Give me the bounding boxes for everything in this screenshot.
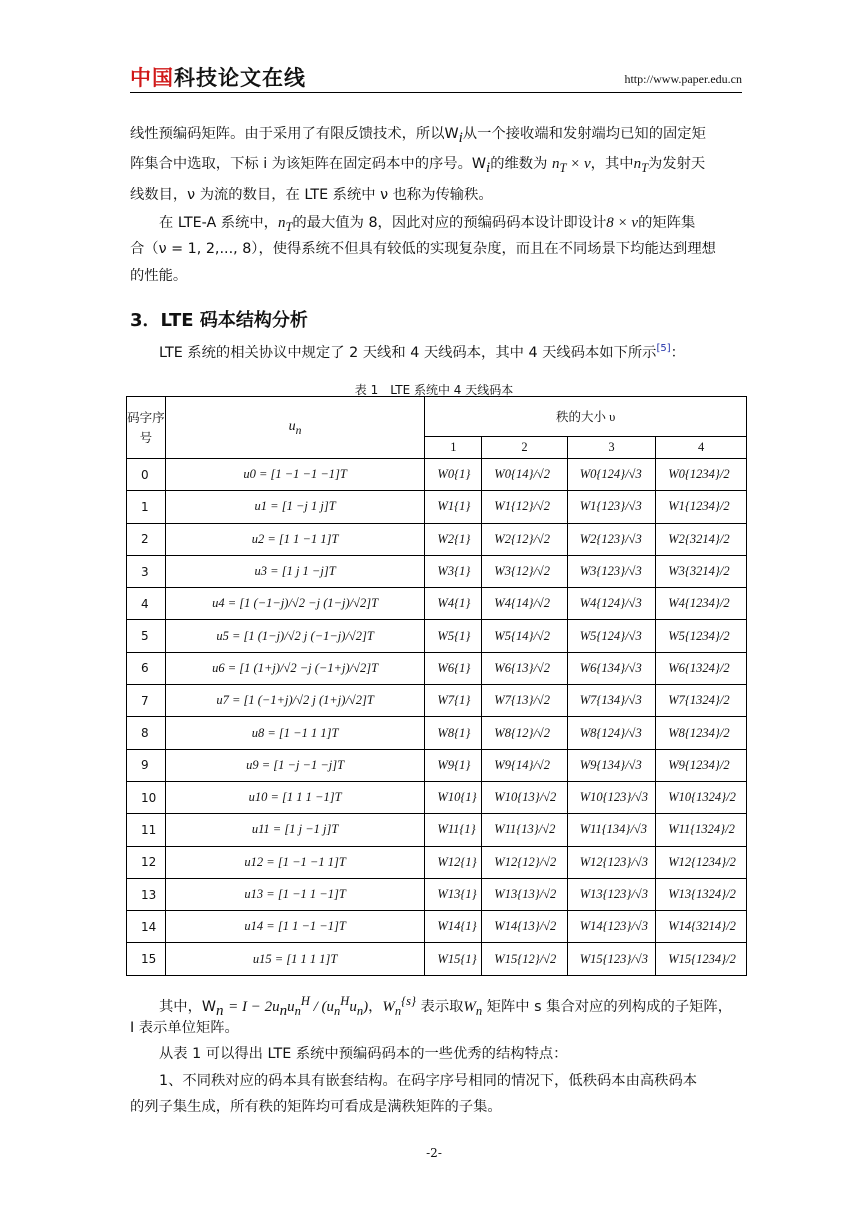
- codeword-rank-4: W12{1234}/2: [656, 846, 747, 878]
- table-caption: 表 1 LTE 系统中 4 天线码本: [354, 383, 514, 397]
- table-row: [127, 846, 747, 878]
- u-vector: u7 = [1 (−1+j)/√2 j (1+j)/√2]T: [165, 685, 425, 717]
- rank-col-3: 3: [567, 437, 656, 459]
- table-row: [127, 749, 747, 781]
- u-vector: u11 = [1 j −1 j]T: [165, 814, 425, 846]
- paragraph-after-3: 从表 1 可以得出 LTE 系统中预编码码本的一些优秀的结构特点：: [159, 1046, 568, 1062]
- codeword-rank-1: W1{1}: [425, 491, 482, 523]
- row-index: 1: [127, 491, 166, 523]
- table-row: [127, 620, 747, 652]
- table-row: [127, 943, 747, 975]
- col-rank-header: 秩的大小 υ: [425, 397, 747, 437]
- row-index: 11: [127, 814, 166, 846]
- row-index: 3: [127, 555, 166, 587]
- codeword-rank-1: W14{1}: [425, 911, 482, 943]
- codeword-rank-1: W0{1}: [425, 459, 482, 491]
- row-index: 12: [127, 846, 166, 878]
- row-index: 13: [127, 878, 166, 910]
- paragraph-after-5: 的列子集生成，所有秩的矩阵均可看成是满秩矩阵的子集。: [130, 1099, 502, 1115]
- codeword-rank-3: W3{123}/√3: [567, 555, 656, 587]
- codeword-rank-3: W9{134}/√3: [567, 749, 656, 781]
- section-heading: 3．LTE 码本结构分析: [130, 310, 308, 331]
- row-index: 8: [127, 717, 166, 749]
- codebook-table: [126, 396, 747, 976]
- codeword-rank-2: W7{13}/√2: [482, 685, 567, 717]
- page-number: -2-: [426, 1146, 442, 1160]
- codeword-rank-3: W12{123}/√3: [567, 846, 656, 878]
- codeword-rank-1: W13{1}: [425, 878, 482, 910]
- codeword-rank-1: W11{1}: [425, 814, 482, 846]
- codeword-rank-4: W6{1324}/2: [656, 652, 747, 684]
- codeword-rank-1: W5{1}: [425, 620, 482, 652]
- codeword-rank-4: W8{1234}/2: [656, 717, 747, 749]
- paragraph-after-1: 其中，$W_n = I - 2u_nu_n^H / (u_n^Hu_n)$，$W_n^{\{s\}}$ 表示取$W_n$ 矩阵中 s 集合对应的列构成的子矩阵，: [159, 994, 733, 1019]
- codeword-rank-3: W7{134}/√3: [567, 685, 656, 717]
- codeword-rank-4: W0{1234}/2: [656, 459, 747, 491]
- page-header: [130, 58, 742, 93]
- codeword-rank-2: W0{14}/√2: [482, 459, 567, 491]
- u-vector: u15 = [1 1 1 1]T: [165, 943, 425, 975]
- codeword-rank-3: W8{124}/√3: [567, 717, 656, 749]
- codeword-rank-2: W12{12}/√2: [482, 846, 567, 878]
- codeword-rank-4: W2{3214}/2: [656, 523, 747, 555]
- codeword-rank-1: W8{1}: [425, 717, 482, 749]
- codeword-rank-4: W10{1324}/2: [656, 781, 747, 813]
- codeword-rank-1: W4{1}: [425, 588, 482, 620]
- codeword-rank-2: W3{12}/√2: [482, 555, 567, 587]
- codeword-rank-2: W2{12}/√2: [482, 523, 567, 555]
- site-logo: 中国科技论文在线: [130, 66, 306, 90]
- table-row: [127, 491, 747, 523]
- u-vector: u8 = [1 −1 1 1]T: [165, 717, 425, 749]
- col-index-header: 码字序号: [127, 397, 166, 459]
- codeword-rank-4: W5{1234}/2: [656, 620, 747, 652]
- u-vector: u2 = [1 1 −1 1]T: [165, 523, 425, 555]
- row-index: 6: [127, 652, 166, 684]
- paragraph-2-cont: 合（ν = 1, 2,..., 8），使得系统不但具有较低的实现复杂度，而且在不同场景下均能达到理想 的性能。: [130, 241, 716, 284]
- paragraph-2: 在 LTE-A 系统中，$n_T$的最大值为 8，因此对应的预编码码本设计即设计8 × ν的矩阵集: [159, 215, 696, 234]
- u-vector: u12 = [1 −1 −1 1]T: [165, 846, 425, 878]
- codeword-rank-3: W10{123}/√3: [567, 781, 656, 813]
- rank-col-2: 2: [482, 437, 567, 459]
- codeword-rank-3: W1{123}/√3: [567, 491, 656, 523]
- paragraph-after-2: I 表示单位矩阵。: [130, 1020, 239, 1036]
- paragraph-after-4: 1、不同秩对应的码本具有嵌套结构。在码字序号相同的情况下，低秩码本由高秩码本: [159, 1073, 698, 1089]
- codeword-rank-2: W15{12}/√2: [482, 943, 567, 975]
- row-index: 4: [127, 588, 166, 620]
- codeword-rank-1: W15{1}: [425, 943, 482, 975]
- row-index: 9: [127, 749, 166, 781]
- codeword-rank-1: W12{1}: [425, 846, 482, 878]
- codeword-rank-2: W9{14}/√2: [482, 749, 567, 781]
- codeword-rank-3: W4{124}/√3: [567, 588, 656, 620]
- row-index: 15: [127, 943, 166, 975]
- table-row: [127, 717, 747, 749]
- codeword-rank-4: W11{1324}/2: [656, 814, 747, 846]
- row-index: 0: [127, 459, 166, 491]
- row-index: 7: [127, 685, 166, 717]
- codeword-rank-2: W8{12}/√2: [482, 717, 567, 749]
- table-row: [127, 459, 747, 491]
- col-u-header: $u_n$: [165, 397, 425, 459]
- u-vector: u9 = [1 −j −1 −j]T: [165, 749, 425, 781]
- codeword-rank-4: W15{1234}/2: [656, 943, 747, 975]
- codeword-rank-4: W9{1234}/2: [656, 749, 747, 781]
- codeword-rank-3: W13{123}/√3: [567, 878, 656, 910]
- codeword-rank-1: W6{1}: [425, 652, 482, 684]
- row-index: 14: [127, 911, 166, 943]
- table-row: [127, 878, 747, 910]
- u-vector: u10 = [1 1 1 −1]T: [165, 781, 425, 813]
- table-row: [127, 523, 747, 555]
- paragraph-1: 线性预编码矩阵。由于采用了有限反馈技术，所以$W_i$从一个接收端和发射端均已知的固定矩 阵集合中选取，下标 i 为该矩阵在固定码本中的序号。$W_i$的维数为 $n_T \times \nu$，其中$n_T$为发射天 线数目，ν 为流的数目，在 LTE 系统中 ν 也称为传输秩。: [130, 126, 706, 203]
- codeword-rank-2: W11{13}/√2: [482, 814, 567, 846]
- codeword-rank-4: W4{1234}/2: [656, 588, 747, 620]
- table-row: [127, 588, 747, 620]
- codeword-rank-2: W14{13}/√2: [482, 911, 567, 943]
- rank-col-1: 1: [425, 437, 482, 459]
- codeword-rank-3: W6{134}/√3: [567, 652, 656, 684]
- row-index: 10: [127, 781, 166, 813]
- codeword-rank-1: W10{1}: [425, 781, 482, 813]
- u-vector: u1 = [1 −j 1 j]T: [165, 491, 425, 523]
- codeword-rank-4: W7{1324}/2: [656, 685, 747, 717]
- codeword-rank-4: W3{3214}/2: [656, 555, 747, 587]
- codeword-rank-4: W1{1234}/2: [656, 491, 747, 523]
- codeword-rank-1: W7{1}: [425, 685, 482, 717]
- codeword-rank-2: W13{13}/√2: [482, 878, 567, 910]
- codeword-rank-3: W11{134}/√3: [567, 814, 656, 846]
- codeword-rank-1: W2{1}: [425, 523, 482, 555]
- codeword-rank-4: W14{3214}/2: [656, 911, 747, 943]
- u-vector: u0 = [1 −1 −1 −1]T: [165, 459, 425, 491]
- table-row: [127, 911, 747, 943]
- codeword-rank-1: W3{1}: [425, 555, 482, 587]
- table-row: [127, 814, 747, 846]
- row-index: 5: [127, 620, 166, 652]
- codeword-rank-2: W4{14}/√2: [482, 588, 567, 620]
- codeword-rank-3: W0{124}/√3: [567, 459, 656, 491]
- u-vector: u13 = [1 −1 1 −1]T: [165, 878, 425, 910]
- paragraph-3: LTE 系统的相关协议中规定了 2 天线和 4 天线码本，其中 4 天线码本如下所示[5]：: [159, 343, 685, 361]
- u-vector: u5 = [1 (1−j)/√2 j (−1−j)/√2]T: [165, 620, 425, 652]
- u-vector: u4 = [1 (−1−j)/√2 −j (1−j)/√2]T: [165, 588, 425, 620]
- row-index: 2: [127, 523, 166, 555]
- table-row: [127, 781, 747, 813]
- u-vector: u14 = [1 1 −1 −1]T: [165, 911, 425, 943]
- u-vector: u3 = [1 j 1 −j]T: [165, 555, 425, 587]
- codeword-rank-2: W6{13}/√2: [482, 652, 567, 684]
- table-row: [127, 685, 747, 717]
- codeword-rank-3: W5{124}/√3: [567, 620, 656, 652]
- header-url: http://www.paper.edu.cn: [624, 72, 742, 86]
- codeword-rank-1: W9{1}: [425, 749, 482, 781]
- codeword-rank-2: W1{12}/√2: [482, 491, 567, 523]
- codeword-rank-4: W13{1324}/2: [656, 878, 747, 910]
- codeword-rank-3: W15{123}/√3: [567, 943, 656, 975]
- table-row: [127, 652, 747, 684]
- codeword-rank-2: W10{13}/√2: [482, 781, 567, 813]
- codeword-rank-2: W5{14}/√2: [482, 620, 567, 652]
- table-row: [127, 555, 747, 587]
- codeword-rank-3: W2{123}/√3: [567, 523, 656, 555]
- u-vector: u6 = [1 (1+j)/√2 −j (−1+j)/√2]T: [165, 652, 425, 684]
- codeword-rank-3: W14{123}/√3: [567, 911, 656, 943]
- rank-col-4: 4: [656, 437, 747, 459]
